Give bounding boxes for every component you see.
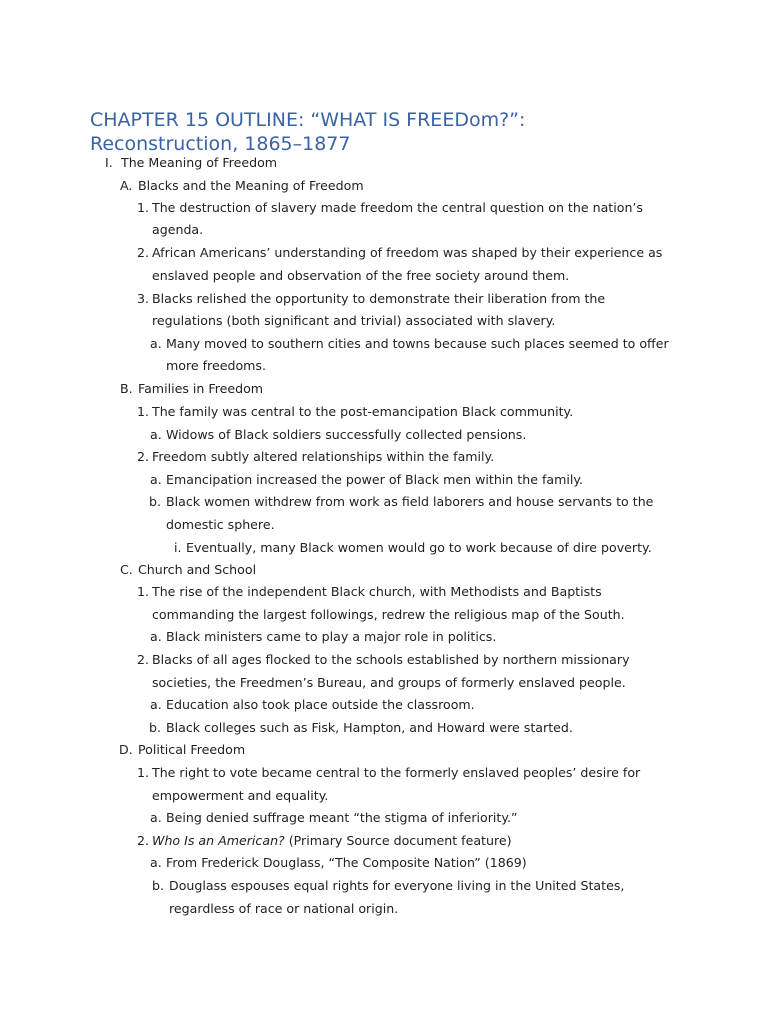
- outline-text: The right to vote became central to the formerly enslaved peoples’ desire for: [152, 765, 641, 780]
- outline-text: Families in Freedom: [138, 381, 264, 396]
- outline-marker: a.: [150, 855, 162, 870]
- outline-text: regardless of race or national origin.: [169, 901, 399, 916]
- outline-text: African Americans’ understanding of freedom was shaped by their experience as: [152, 245, 663, 260]
- title-line-1: CHAPTER 15 OUTLINE: “WHAT IS FREEDom?”:: [90, 109, 526, 131]
- page-title: [90, 108, 730, 156]
- outline-text: Widows of Black soldiers successfully collected pensions.: [166, 427, 527, 442]
- outline-marker: 1.: [137, 200, 150, 215]
- outline-text: societies, the Freedmen’s Bureau, and groups of formerly enslaved people.: [152, 675, 626, 690]
- outline-marker: a.: [150, 697, 162, 712]
- outline-marker: 2.: [137, 245, 150, 260]
- outline-text: empowerment and equality.: [152, 788, 329, 803]
- outline-text: Freedom subtly altered relationships within the family.: [152, 449, 495, 464]
- outline-marker: a.: [150, 472, 162, 487]
- outline-marker: a.: [150, 336, 162, 351]
- outline-text: commanding the largest followings, redrew the religious map of the South.: [152, 607, 625, 622]
- outline-marker: D.: [119, 742, 133, 757]
- outline-text: Many moved to southern cities and towns because such places seemed to offer: [166, 336, 669, 351]
- outline-marker: a.: [150, 629, 162, 644]
- outline-marker: C.: [120, 562, 133, 577]
- outline-marker: b.: [152, 878, 164, 893]
- outline-text: [152, 833, 512, 849]
- outline-text: Black women withdrew from work as field laborers and house servants to the: [166, 494, 654, 509]
- outline-text: The Meaning of Freedom: [121, 155, 278, 170]
- outline-text: Political Freedom: [138, 742, 246, 757]
- outline-text: Douglass espouses equal rights for everyone living in the United States,: [169, 878, 625, 893]
- outline-marker: 2.: [137, 833, 150, 848]
- outline-marker: b.: [149, 494, 161, 509]
- outline-italic-title: Who Is an American?: [152, 833, 285, 848]
- outline-marker: B.: [120, 381, 133, 396]
- outline-text: enslaved people and observation of the free society around them.: [152, 268, 570, 283]
- outline-text: Blacks of all ages flocked to the schools established by northern missionary: [152, 652, 630, 667]
- outline-text: The family was central to the post-emancipation Black community.: [152, 404, 574, 419]
- outline-text: Church and School: [138, 562, 257, 577]
- outline-text: Blacks and the Meaning of Freedom: [138, 178, 364, 193]
- outline-marker: a.: [150, 810, 162, 825]
- outline-marker: i.: [174, 540, 182, 555]
- outline-marker: 2.: [137, 449, 150, 464]
- outline-text: From Frederick Douglass, “The Composite Nation” (1869): [166, 855, 527, 870]
- outline-marker: 1.: [137, 404, 150, 419]
- outline-text: Eventually, many Black women would go to work because of dire poverty.: [186, 540, 652, 555]
- outline-marker: a.: [150, 427, 162, 442]
- title-line-2: Reconstruction, 1865–1877: [90, 133, 351, 155]
- outline-marker: A.: [120, 178, 133, 193]
- outline-text: Blacks relished the opportunity to demonstrate their liberation from the: [152, 291, 606, 306]
- outline-text: more freedoms.: [166, 358, 266, 373]
- outline-text: The rise of the independent Black church, with Methodists and Baptists: [152, 584, 602, 599]
- outline-text: regulations (both significant and trivial) associated with slavery.: [152, 313, 556, 328]
- outline-marker: I.: [105, 155, 113, 170]
- outline-text-rest: (Primary Source document feature): [284, 833, 512, 848]
- outline-text: Black ministers came to play a major role in politics.: [166, 629, 497, 644]
- outline-marker: 1.: [137, 584, 150, 599]
- outline-text: Being denied suffrage meant “the stigma of inferiority.”: [166, 810, 518, 825]
- outline-text: Emancipation increased the power of Black men within the family.: [166, 472, 584, 487]
- outline-text: The destruction of slavery made freedom the central question on the nation’s: [152, 200, 643, 215]
- outline-text: agenda.: [152, 222, 204, 237]
- outline-marker: 1.: [137, 765, 150, 780]
- outline-text: Black colleges such as Fisk, Hampton, and Howard were started.: [166, 720, 573, 735]
- outline-marker: 2.: [137, 652, 150, 667]
- outline-marker: b.: [149, 720, 161, 735]
- outline-text: Education also took place outside the classroom.: [166, 697, 475, 712]
- outline-marker: 3.: [137, 291, 150, 306]
- outline-text: domestic sphere.: [166, 517, 275, 532]
